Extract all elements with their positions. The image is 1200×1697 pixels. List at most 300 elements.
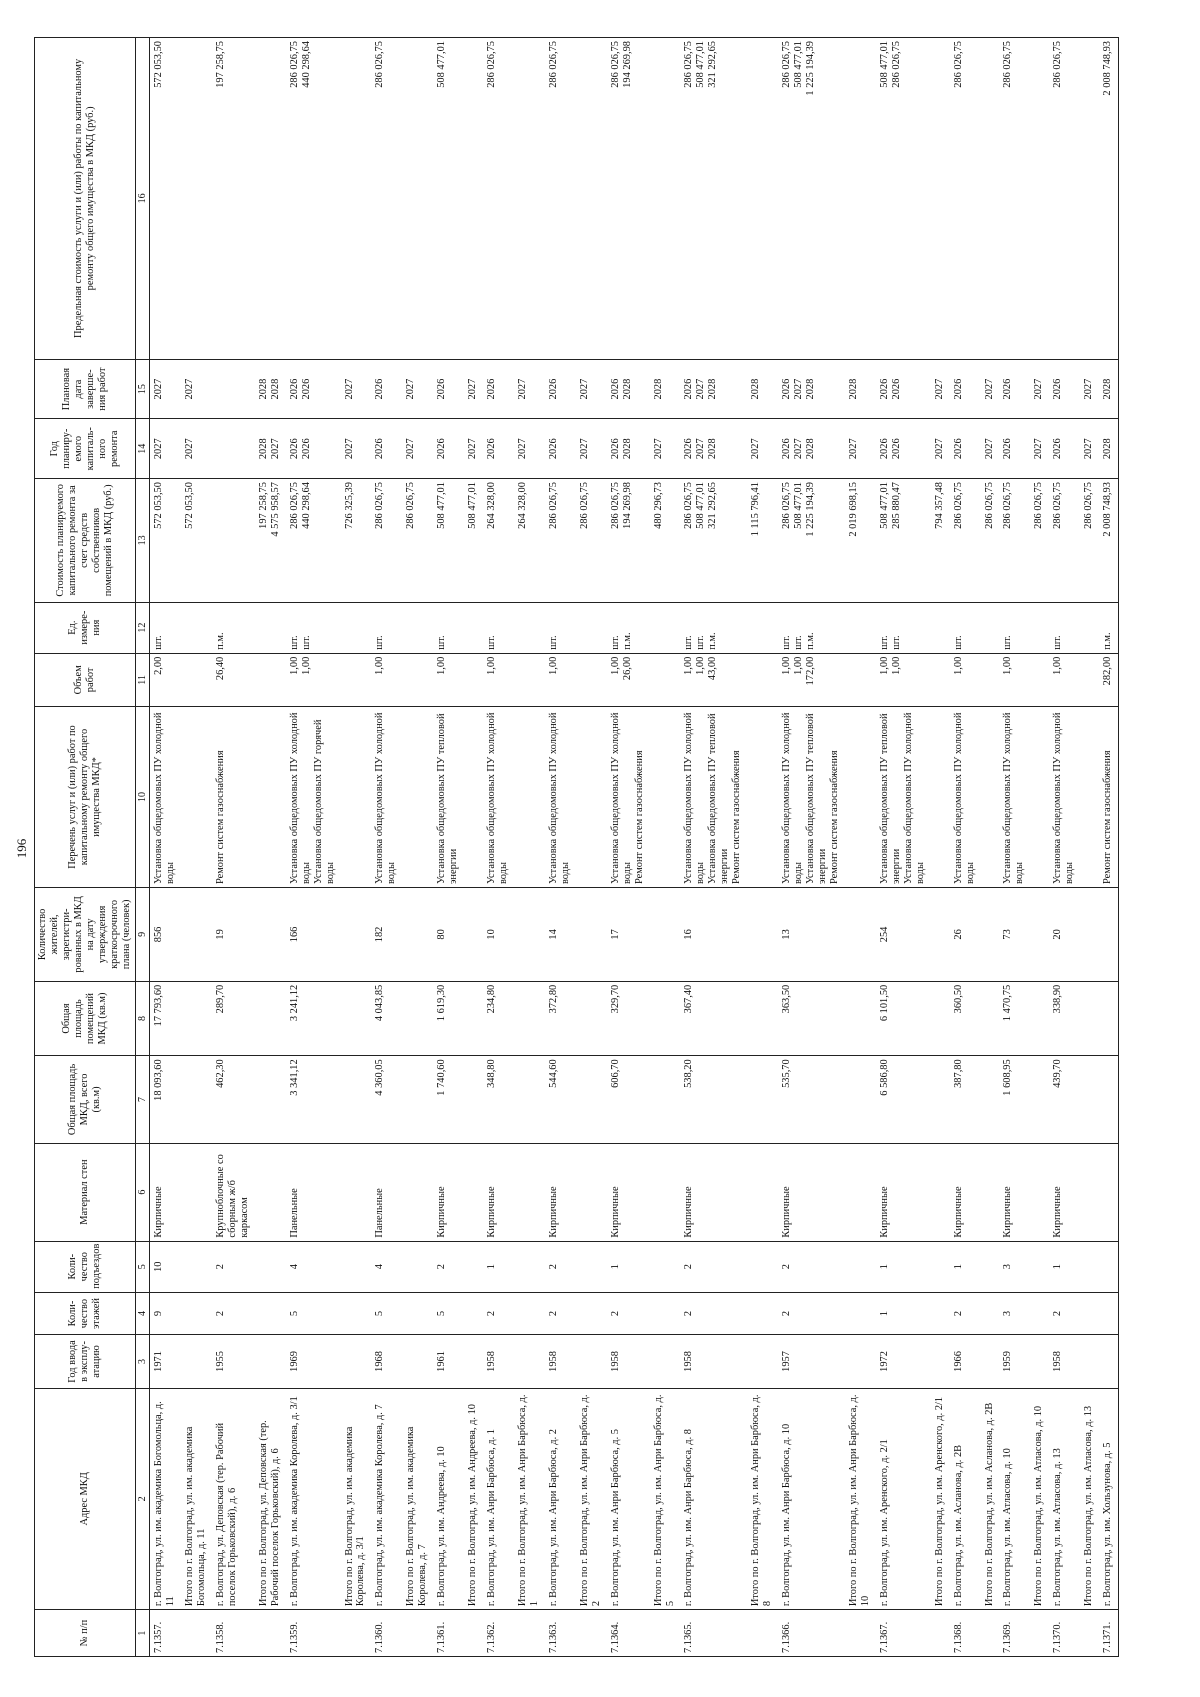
table-cell: 1966: [950, 1335, 981, 1388]
table-cell: [464, 653, 483, 706]
table-cell-line: 1,00: [793, 656, 805, 675]
table-cell: [341, 602, 372, 653]
table-cell: [514, 1143, 545, 1241]
table-cell: [876, 706, 931, 887]
table-cell: [514, 653, 545, 706]
table-cell: [778, 653, 845, 706]
table-cell: [845, 38, 876, 360]
table-cell: [778, 38, 845, 360]
table-cell: 1,00: [433, 653, 464, 706]
table-cell: [576, 1610, 607, 1657]
table-cell: 2027: [931, 419, 950, 479]
table-cell: 1: [950, 1241, 981, 1292]
table-cell: 1,00: [483, 653, 514, 706]
table-cell: [255, 1056, 286, 1143]
table-cell: 254: [876, 888, 931, 982]
table-cell: 856: [150, 888, 181, 982]
column-number: 2: [135, 1388, 150, 1610]
table-cell-line: 2026: [288, 438, 300, 460]
table-cell: 6 586,80: [876, 1056, 931, 1143]
table-cell: Кирпичные: [483, 1143, 514, 1241]
table-cell: [514, 1335, 545, 1388]
table-cell: шт.: [150, 602, 181, 653]
table-cell: 1958: [1049, 1335, 1080, 1388]
table-cell: [931, 38, 950, 360]
table-cell: 572 053,50: [150, 38, 181, 360]
table-cell: [1030, 1610, 1049, 1657]
column-header: № п/п: [35, 1610, 136, 1657]
column-header: Стоимость планируемого капитального ремонта за счет средств собственников помещений в МКД (руб.): [35, 479, 136, 603]
table-cell-line: 286 026,75: [683, 482, 695, 529]
table-cell-line: 2027: [695, 438, 707, 460]
table-cell: 7.1357.: [150, 1610, 181, 1657]
table-cell-line: 286 026,75: [890, 41, 902, 88]
table-cell: 3: [999, 1241, 1030, 1292]
table-cell: [341, 706, 372, 887]
table-cell: [464, 1292, 483, 1335]
table-cell: [1080, 1292, 1099, 1335]
table-cell: Установка общедомовых ПУ холодной воды: [1049, 706, 1080, 887]
table-cell: 2027: [341, 419, 372, 479]
table-cell-line: 286 026,75: [683, 41, 695, 88]
table-cell: 2027: [1080, 419, 1099, 479]
table-cell: 1 115 796,41: [747, 479, 778, 603]
table-cell: [1030, 1143, 1049, 1241]
table-cell: 197 258,75: [212, 38, 255, 360]
table-cell: 2: [607, 1292, 650, 1335]
column-number: 7: [135, 1056, 150, 1143]
table-cell: [181, 888, 212, 982]
table-cell: [464, 1056, 483, 1143]
table-cell: 2027: [747, 419, 778, 479]
table-cell: [514, 1056, 545, 1143]
table-cell: 3 341,12: [286, 1056, 341, 1143]
table-cell: 2028: [650, 359, 681, 419]
table-cell-line: Ремонт систем газоснабжения: [633, 750, 645, 885]
table-cell-line: 2028: [257, 438, 269, 460]
table-cell: Итого по г. Волгоград, ул. им. Анри Барбюса, д. 8: [747, 1388, 778, 1610]
table-cell: [341, 1610, 372, 1657]
subtotal-row: [576, 38, 607, 1657]
column-header: Год планиру-емого капиталь-ного ремонта: [35, 419, 136, 479]
table-cell: шт.: [545, 602, 576, 653]
table-cell: 2026: [950, 419, 981, 479]
table-cell: [1099, 1335, 1118, 1388]
table-cell: г. Волгоград, ул. им. Анри Барбюса, д. 2: [545, 1388, 576, 1610]
table-cell: [680, 653, 747, 706]
table-cell-line: 440 298,64: [300, 482, 312, 529]
table-cell: 7.1361.: [433, 1610, 464, 1657]
column-number-row: [135, 38, 150, 1657]
table-cell: 2026: [545, 359, 576, 419]
table-cell: 2027: [650, 419, 681, 479]
table-cell: 7.1371.: [1099, 1610, 1118, 1657]
table-cell: Кирпичные: [607, 1143, 650, 1241]
table-cell: 286 026,75: [1049, 38, 1080, 360]
table-cell-line: 508 477,01: [878, 41, 890, 88]
table-cell: [255, 359, 286, 419]
table-cell: [181, 1056, 212, 1143]
table-cell: 16: [680, 888, 747, 982]
table-cell-line: 43,00: [707, 656, 719, 681]
table-cell: 2: [778, 1292, 845, 1335]
table-cell: [402, 1056, 433, 1143]
table-cell: [747, 38, 778, 360]
column-number: 4: [135, 1292, 150, 1335]
table-cell: 1958: [545, 1335, 576, 1388]
column-header: Количество жителей, зарегистри-рованных в МКД на дату утверждения краткосрочного плана (человек): [35, 888, 136, 982]
table-cell: [576, 38, 607, 360]
table-cell: [747, 1335, 778, 1388]
column-number: 3: [135, 1335, 150, 1388]
table-cell: [981, 888, 1000, 982]
table-cell-line: шт.: [288, 635, 300, 650]
table-cell: [1099, 981, 1118, 1056]
table-cell: [286, 419, 341, 479]
table-cell: 3: [999, 1292, 1030, 1335]
table-cell: г. Волгоград, ул. им. Анри Барбюса, д. 8: [680, 1388, 747, 1610]
table-cell: [845, 1143, 876, 1241]
table-cell: 286 026,75: [1030, 479, 1049, 603]
table-row: [607, 38, 650, 1657]
table-cell: [1030, 1292, 1049, 1335]
table-cell: [341, 38, 372, 360]
table-row: [545, 38, 576, 1657]
table-cell: [981, 1241, 1000, 1292]
column-number: 11: [135, 653, 150, 706]
table-cell: шт.: [371, 602, 402, 653]
table-cell: 1958: [483, 1335, 514, 1388]
table-cell: [680, 602, 747, 653]
table-cell-line: 2026: [300, 438, 312, 460]
table-cell: 508 477,01: [433, 38, 464, 360]
table-cell: [286, 359, 341, 419]
table-cell: 2027: [464, 419, 483, 479]
table-cell: [747, 1143, 778, 1241]
table-cell: п.м.: [212, 602, 255, 653]
table-cell: [464, 981, 483, 1056]
table-cell: Кирпичные: [950, 1143, 981, 1241]
table-cell: Итого по г. Волгоград, ул. им. Анри Барбюса, д. 2: [576, 1388, 607, 1610]
subtotal-row: [1080, 38, 1099, 1657]
table-cell: 2027: [402, 359, 433, 419]
table-cell: [286, 479, 341, 603]
column-number: 12: [135, 602, 150, 653]
column-header: Адрес МКД: [35, 1388, 136, 1610]
table-cell: Ремонт систем газоснабжения: [212, 706, 255, 887]
table-cell: [1099, 1143, 1118, 1241]
page-number: 196: [14, 838, 29, 859]
table-cell: [255, 1292, 286, 1335]
table-cell: [341, 1292, 372, 1335]
column-header: Коли-чество этажей: [35, 1292, 136, 1335]
table-cell: 363,50: [778, 981, 845, 1056]
table-cell-line: 2026: [890, 438, 902, 460]
table-cell: [255, 706, 286, 887]
table-cell-line: Установка общедомовых ПУ тепловой энергии: [707, 713, 731, 885]
table-row: [483, 38, 514, 1657]
table-cell: [576, 1292, 607, 1335]
column-number: 14: [135, 419, 150, 479]
table-cell: 7.1358.: [212, 1610, 255, 1657]
table-cell-line: п.м.: [621, 632, 633, 650]
table-cell: 7.1362.: [483, 1610, 514, 1657]
table-cell: [747, 706, 778, 887]
table-cell: [650, 38, 681, 360]
table-cell: 2: [950, 1292, 981, 1335]
table-cell: 1972: [876, 1335, 931, 1388]
table-cell: 2: [212, 1292, 255, 1335]
table-cell: 1: [607, 1241, 650, 1292]
table-cell: 2028: [1099, 359, 1118, 419]
table-cell: 264 328,00: [483, 479, 514, 603]
table-cell-line: 1,00: [781, 656, 793, 675]
table-cell: [255, 602, 286, 653]
table-cell: 2026: [1049, 419, 1080, 479]
table-cell: Итого по г. Волгоград, ул. им. Атласова, д. 10: [1030, 1388, 1049, 1610]
table-cell-line: 2028: [707, 378, 719, 400]
table-cell: [514, 1292, 545, 1335]
column-header: Предельная стоимость услуги и (или) работы по капитальному ремонту общего имущества в МКД (руб.): [35, 38, 136, 360]
table-cell: [1099, 888, 1118, 982]
table-cell-line: 440 298,64: [300, 41, 312, 88]
column-header: Год ввода в эксплу-атацию: [35, 1335, 136, 1388]
table-row: [680, 38, 747, 1657]
table-cell: г. Волгоград, ул. им. Анри Барбюса, д. 10: [778, 1388, 845, 1610]
table-cell: [1030, 602, 1049, 653]
table-row: [950, 38, 981, 1657]
table-cell: Итого по г. Волгоград, ул. им. академика Богомольца, д. 11: [181, 1388, 212, 1610]
table-cell: [845, 706, 876, 887]
table-row: [371, 38, 402, 1657]
subtotal-row: [402, 38, 433, 1657]
table-cell: 2026: [371, 359, 402, 419]
table-cell: [464, 1143, 483, 1241]
table-cell-line: Ремонт систем газоснабжения: [828, 750, 840, 885]
table-cell-line: шт.: [890, 635, 902, 650]
subtotal-row: [341, 38, 372, 1657]
column-number: 8: [135, 981, 150, 1056]
table-cell-line: 1,00: [288, 656, 300, 675]
table-cell: 2027: [341, 359, 372, 419]
table-cell: [981, 602, 1000, 653]
table-cell: [464, 1335, 483, 1388]
table-cell: Итого по г. Волгоград, ул. им. Атласова, д. 13: [1080, 1388, 1099, 1610]
table-cell-line: 1,00: [300, 656, 312, 675]
table-cell: [255, 1241, 286, 1292]
table-cell: [212, 479, 255, 603]
table-cell: 1: [876, 1292, 931, 1335]
table-cell-line: 2026: [609, 438, 621, 460]
table-cell: 80: [433, 888, 464, 982]
table-cell: 264 328,00: [514, 479, 545, 603]
table-cell-line: 286 026,75: [288, 482, 300, 529]
table-cell: 2: [680, 1241, 747, 1292]
table-cell: [576, 1143, 607, 1241]
table-cell: [1099, 1056, 1118, 1143]
table-cell-line: 2028: [257, 378, 269, 400]
table-cell: Панельные: [286, 1143, 341, 1241]
table-cell: [981, 1292, 1000, 1335]
subtotal-row: [845, 38, 876, 1657]
table-cell: 2028: [845, 359, 876, 419]
table-cell-line: 2026: [683, 378, 695, 400]
table-cell: [845, 1056, 876, 1143]
table-cell: [650, 888, 681, 982]
table-cell: [778, 359, 845, 419]
table-cell: 2026: [999, 359, 1030, 419]
table-cell: 26: [950, 888, 981, 982]
table-cell: [1030, 706, 1049, 887]
table-cell: [1030, 981, 1049, 1056]
table-cell: [845, 1335, 876, 1388]
table-cell: 2027: [576, 359, 607, 419]
table-cell: г. Волгоград, ул. им. Андреева, д. 10: [433, 1388, 464, 1610]
table-cell: 2028: [747, 359, 778, 419]
table-cell-line: 1,00: [695, 656, 707, 675]
table-cell-line: 2028: [269, 378, 281, 400]
table-cell: 166: [286, 888, 341, 982]
table-cell: шт.: [1049, 602, 1080, 653]
table-cell: 1971: [150, 1335, 181, 1388]
table-cell: [1080, 1335, 1099, 1388]
table-cell: [255, 1335, 286, 1388]
table-cell: [402, 1335, 433, 1388]
table-cell: [576, 602, 607, 653]
table-cell: [1030, 1335, 1049, 1388]
table-cell: [514, 602, 545, 653]
table-cell: [981, 706, 1000, 887]
table-cell: [514, 1241, 545, 1292]
table-cell-line: 2026: [300, 378, 312, 400]
table-cell: 2026: [433, 359, 464, 419]
table-cell: [747, 1241, 778, 1292]
table-cell: [1080, 981, 1099, 1056]
table-cell-line: Установка общедомовых ПУ холодной воды: [288, 712, 312, 885]
table-cell: [514, 706, 545, 887]
table-cell-line: 1,00: [878, 656, 890, 675]
table-cell: г. Волгоград, ул. Деповская (тер. Рабочий поселок Горьковский), д. 6: [212, 1388, 255, 1610]
table-cell: [747, 1610, 778, 1657]
table-cell: [576, 1335, 607, 1388]
table-cell: [1080, 706, 1099, 887]
table-cell: 1: [876, 1241, 931, 1292]
table-cell: [286, 602, 341, 653]
table-cell-line: 2028: [621, 378, 633, 400]
table-cell: [255, 1143, 286, 1241]
table-cell-line: Установка общедомовых ПУ тепловой энергии: [878, 713, 902, 885]
table-cell: 2027: [576, 419, 607, 479]
table-cell: 1 740,60: [433, 1056, 464, 1143]
table-cell: 1,00: [371, 653, 402, 706]
table-cell: [747, 888, 778, 982]
table-cell: [341, 981, 372, 1056]
table-cell: 286 026,75: [1080, 479, 1099, 603]
table-cell: [680, 359, 747, 419]
column-header: Плановая дата заверше-ния работ: [35, 359, 136, 419]
table-cell: [981, 981, 1000, 1056]
table-cell: [1030, 1056, 1049, 1143]
subtotal-row: [931, 38, 950, 1657]
table-cell: г. Волгоград, ул. им. академика Богомольца, д. 11: [150, 1388, 181, 1610]
table-cell: 2027: [1030, 419, 1049, 479]
table-cell: 2: [778, 1241, 845, 1292]
table-cell: 1: [483, 1241, 514, 1292]
table-cell: [680, 38, 747, 360]
table-cell: [607, 38, 650, 360]
subtotal-row: [464, 38, 483, 1657]
table-cell: [464, 38, 483, 360]
table-cell: [341, 888, 372, 982]
table-cell-line: шт.: [878, 635, 890, 650]
table-cell: 338,90: [1049, 981, 1080, 1056]
table-cell-line: 26,00: [621, 656, 633, 681]
table-cell: [931, 1292, 950, 1335]
subtotal-row: [1030, 38, 1049, 1657]
table-cell: 4: [371, 1241, 402, 1292]
table-cell: Итого по г. Волгоград, ул. им. Анри Барбюса, д. 1: [514, 1388, 545, 1610]
table-cell: 606,70: [607, 1056, 650, 1143]
table-cell-line: 321 292,65: [707, 41, 719, 88]
table-cell: [576, 653, 607, 706]
table-cell-line: шт.: [695, 635, 707, 650]
table-cell: [514, 1610, 545, 1657]
table-cell: 7.1363.: [545, 1610, 576, 1657]
table-cell: [1080, 1143, 1099, 1241]
table-cell: 2027: [514, 359, 545, 419]
table-cell: [876, 479, 931, 603]
table-cell: [402, 981, 433, 1056]
table-cell: Итого по г. Волгоград, ул. Деповская (тер. Рабочий поселок Горьковский), д. 6: [255, 1388, 286, 1610]
table-cell: Итого по г. Волгоград, ул. им. Аренского, д. 2/1: [931, 1388, 950, 1610]
table-cell: 1 619,30: [433, 981, 464, 1056]
table-cell: 7.1359.: [286, 1610, 341, 1657]
table-cell: [981, 1056, 1000, 1143]
table-cell: [650, 653, 681, 706]
column-number: 10: [135, 706, 150, 887]
table-cell: [650, 1056, 681, 1143]
header-row: [35, 38, 136, 1657]
table-cell: 1 470,75: [999, 981, 1030, 1056]
table-cell: Кирпичные: [778, 1143, 845, 1241]
table-cell: 26,40: [212, 653, 255, 706]
table-cell: 1,00: [950, 653, 981, 706]
table-cell: 286 026,75: [545, 38, 576, 360]
table-cell-line: 1 225 194,39: [805, 41, 817, 96]
table-cell: [981, 1335, 1000, 1388]
column-header: Общая площадь МКД, всего (кв.м): [35, 1056, 136, 1143]
table-cell: [981, 1143, 1000, 1241]
table-cell: 19: [212, 888, 255, 982]
table-cell: [402, 1143, 433, 1241]
table-cell-line: 286 026,75: [781, 41, 793, 88]
table-cell: 2 008 748,93: [1099, 479, 1118, 603]
table-cell-line: Установка общедомовых ПУ холодной воды: [781, 712, 805, 885]
table-cell: г. Волгоград, ул. им. академика Королева, д. 3/1: [286, 1388, 341, 1610]
table-cell: [255, 981, 286, 1056]
table-cell-line: шт.: [683, 635, 695, 650]
table-cell: [576, 1241, 607, 1292]
table-cell: 2027: [1080, 359, 1099, 419]
table-cell: 572 053,50: [150, 479, 181, 603]
table-cell: [607, 419, 650, 479]
table-cell: Итого по г. Волгоград, ул. им. Асланова, д. 2В: [981, 1388, 1000, 1610]
table-cell-line: 4 575 958,57: [269, 482, 281, 537]
table-cell: [607, 602, 650, 653]
table-cell: [845, 1610, 876, 1657]
table-cell: 282,00: [1099, 653, 1118, 706]
table-cell: 234,80: [483, 981, 514, 1056]
